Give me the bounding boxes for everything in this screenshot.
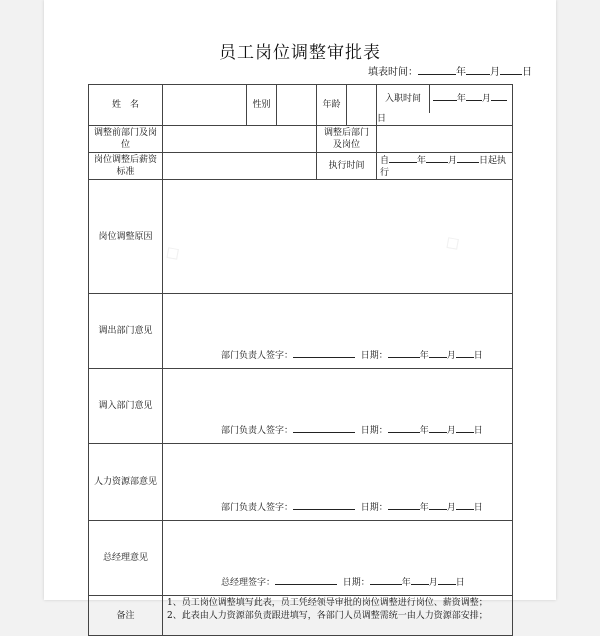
watermark: ◇: [438, 227, 465, 257]
salary-field[interactable]: [163, 153, 317, 180]
exec-time-label: 执行时间: [317, 153, 377, 180]
name-field[interactable]: [163, 85, 247, 126]
approval-table: [88, 84, 513, 636]
signature-line: 总经理签字： 日期： 年 月 日: [221, 575, 465, 589]
signature-line: 部门负责人签字： 日期： 年 月 日: [221, 500, 483, 514]
gm-opinion[interactable]: [163, 521, 513, 596]
age-field[interactable]: [347, 85, 377, 126]
remarks-text: 1、员工岗位调整填写此表，员工凭经领导审批的岗位调整进行岗位、薪资调整； 2、此表由人力资源部负责跟进填写，各部门人员调整需统一由人力资源部安排；: [163, 596, 513, 636]
hr-label: 人力资源部意见: [89, 444, 163, 521]
name-label: 姓 名: [89, 85, 163, 126]
out-dept-label: 调出部门意见: [89, 294, 163, 369]
remarks-label: 备注: [89, 596, 163, 636]
in-dept-opinion[interactable]: [163, 369, 513, 444]
reason-label: 岗位调整原因: [89, 180, 163, 294]
gender-field[interactable]: [277, 85, 317, 126]
reason-field[interactable]: [163, 180, 513, 294]
table-row: [89, 596, 513, 636]
age-label: 年龄: [317, 85, 347, 126]
table-row: [89, 85, 513, 126]
table-row: [89, 180, 513, 294]
gender-label: 性别: [247, 85, 277, 126]
out-dept-opinion[interactable]: [163, 294, 513, 369]
after-dept-field[interactable]: [377, 126, 513, 153]
table-row: [89, 369, 513, 444]
table-row: [89, 444, 513, 521]
signature-line: 部门负责人签字： 日期： 年 月 日: [221, 348, 483, 362]
before-dept-field[interactable]: [163, 126, 317, 153]
salary-label: 岗位调整后薪资标准: [89, 153, 163, 180]
after-dept-label: 调整后部门及岗位: [317, 126, 377, 153]
in-dept-label: 调入部门意见: [89, 369, 163, 444]
watermark: ◇: [158, 237, 185, 267]
signature-line: 部门负责人签字： 日期： 年 月 日: [221, 423, 483, 437]
fill-date: 填表时间： 年 月 日: [368, 67, 532, 78]
gm-label: 总经理意见: [89, 521, 163, 596]
table-row: [89, 153, 513, 180]
table-row: [89, 126, 513, 153]
hr-opinion[interactable]: [163, 444, 513, 521]
before-dept-label: 调整前部门及岗位: [89, 126, 163, 153]
join-date-cell[interactable]: 入职时间 年 月日: [377, 85, 513, 126]
document-page: [44, 0, 556, 621]
document-title: 员工岗位调整审批表: [219, 43, 381, 63]
exec-time-field[interactable]: 自 年 月 日起执行: [377, 153, 513, 180]
table-row: [89, 521, 513, 596]
table-row: [89, 294, 513, 369]
